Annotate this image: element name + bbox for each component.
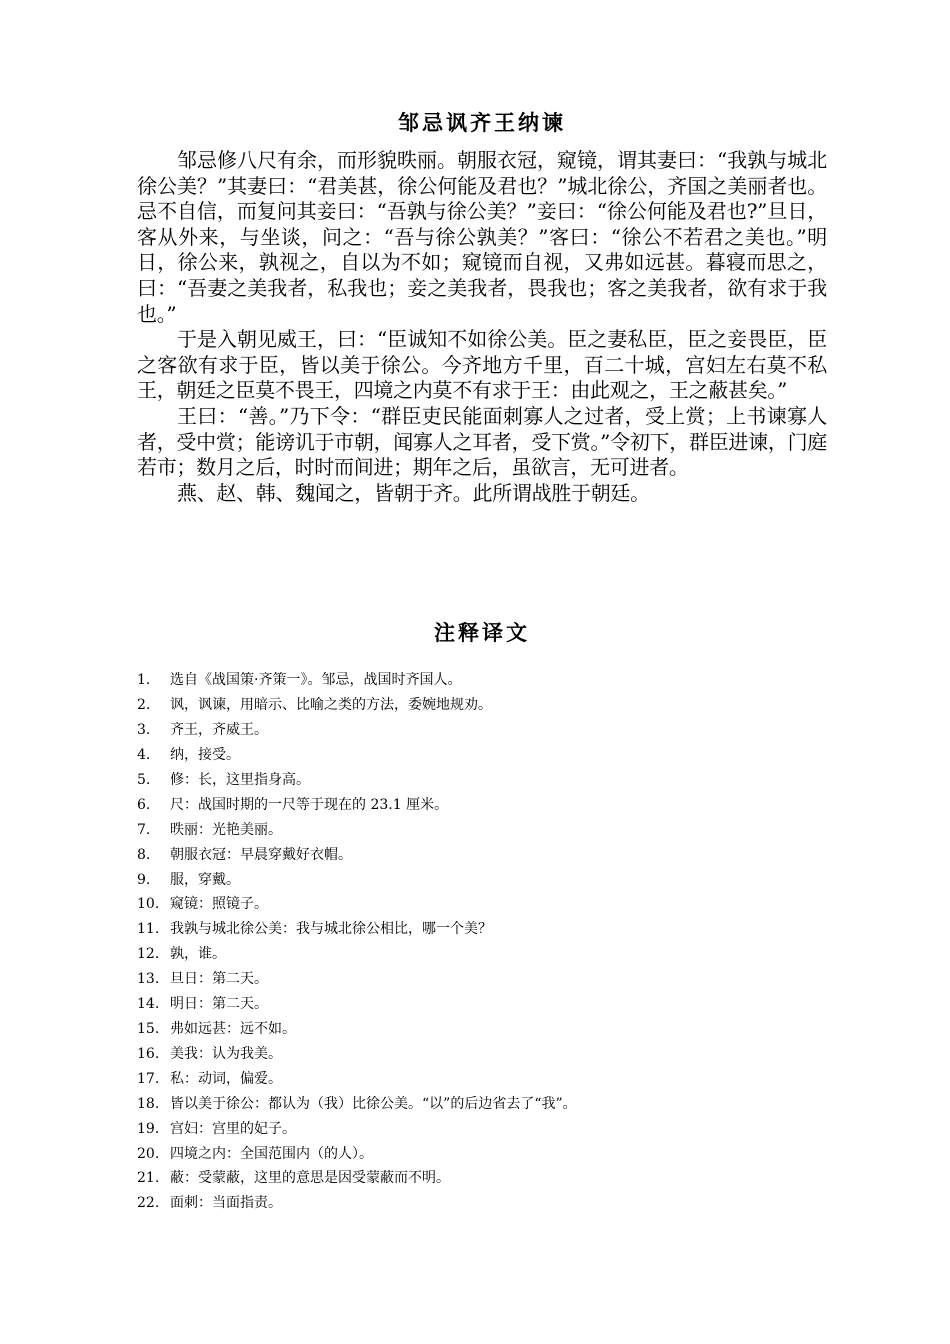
note-text: 朝服衣冠：早晨穿戴好衣帽。 <box>170 846 352 863</box>
note-number: 5. <box>137 771 151 788</box>
note-item <box>137 942 827 967</box>
note-text: 我孰与城北徐公美：我与城北徐公相比，哪一个美？ <box>170 921 492 938</box>
note-item <box>137 868 827 893</box>
note-item <box>137 1166 827 1191</box>
note-item <box>137 1017 827 1042</box>
notes-title: 注释译文 <box>434 621 530 646</box>
note-text: 弗如远甚：远不如。 <box>170 1021 296 1037</box>
note-item <box>137 743 827 768</box>
note-text: 选自《战国策·齐策一》。邹忌，战国时齐国人。 <box>170 672 462 689</box>
note-number: 6. <box>137 796 151 813</box>
note-text: 修：长，这里指身高。 <box>170 771 310 788</box>
note-number: 21. <box>137 1170 160 1187</box>
note-item <box>137 992 827 1017</box>
notes-list <box>137 668 827 1216</box>
note-item <box>137 1042 827 1067</box>
note-item <box>137 843 827 868</box>
note-item <box>137 718 827 743</box>
note-item <box>137 668 827 693</box>
note-item <box>137 768 827 793</box>
essay-paragraph-4: 燕、赵、韩、魏闻之，皆朝于齐。此所谓战胜于朝廷。 <box>177 480 650 505</box>
note-number: 20. <box>137 1145 160 1162</box>
note-item <box>137 1117 827 1142</box>
note-number: 14. <box>137 996 160 1013</box>
note-text: 皆以美于徐公：都认为（我）比徐公美。“以”的后边省去了“我”。 <box>170 1095 577 1112</box>
note-number: 17. <box>137 1070 160 1087</box>
essay-body <box>137 148 827 506</box>
note-number: 10. <box>137 896 160 913</box>
note-number: 18. <box>137 1095 160 1112</box>
note-text: 尺：战国时期的一尺等于现在的 23.1 厘米。 <box>170 796 449 813</box>
note-number: 15. <box>137 1021 160 1037</box>
note-number: 9. <box>137 871 151 888</box>
note-number: 8. <box>137 846 151 863</box>
note-text: 宫妇：宫里的妃子。 <box>170 1120 296 1137</box>
note-text: 美我：认为我美。 <box>170 1045 282 1062</box>
note-number: 22. <box>137 1195 160 1212</box>
note-text: 昳丽：光艳美丽。 <box>170 821 282 838</box>
note-item <box>137 917 827 942</box>
note-number: 2. <box>137 697 151 714</box>
note-item <box>137 1191 827 1216</box>
note-text: 面刺：当面指责。 <box>170 1195 282 1212</box>
note-number: 13. <box>137 971 160 988</box>
note-item <box>137 818 827 843</box>
note-item <box>137 1142 827 1167</box>
note-number: 4. <box>137 747 151 764</box>
note-number: 16. <box>137 1045 160 1062</box>
note-item <box>137 693 827 718</box>
note-item <box>137 1092 827 1117</box>
note-text: 窥镜：照镜子。 <box>170 896 268 913</box>
note-number: 7. <box>137 821 151 838</box>
note-text: 齐王，齐威王。 <box>170 722 268 739</box>
note-text: 私：动词，偏爱。 <box>170 1070 282 1087</box>
note-number: 3. <box>137 722 151 739</box>
note-text: 旦日：第二天。 <box>170 971 268 988</box>
essay-title: 邹忌讽齐王纳谏 <box>398 111 566 135</box>
note-item <box>137 892 827 917</box>
note-text: 纳，接受。 <box>170 747 240 764</box>
note-text: 讽，讽谏，用暗示、比喻之类的方法，委婉地规劝。 <box>170 697 492 714</box>
note-number: 12. <box>137 946 160 963</box>
essay-paragraph-2: 于是入朝见威王，曰：“臣诚知不如徐公美。臣之妻私臣，臣之妾畏臣，臣之客欲有求于臣，皆以美于徐公。今齐地方千里，百二十城，宫妇左右莫不私王，朝廷之臣莫不畏王，四境之内莫不有求于王：由此观之，王之蔽甚矣。” <box>137 327 827 403</box>
note-item <box>137 793 827 818</box>
note-number: 11. <box>137 921 160 938</box>
note-text: 四境之内：全国范围内（的人）。 <box>170 1145 373 1162</box>
note-text: 服，穿戴。 <box>170 871 240 888</box>
essay-paragraph-1: 邹忌修八尺有余，而形貌昳丽。朝服衣冠，窥镜，谓其妻曰：“我孰与城北徐公美？”其妻曰：“君美甚，徐公何能及君也？”城北徐公，齐国之美丽者也。忌不自信，而复问其妾曰：“吾孰与徐公美？”妾曰：“徐公何能及君也?”旦日，客从外来，与坐谈，问之：“吾与徐公孰美？”客曰：“徐公不若君之美也。”明日，徐公来，孰视之，自以为不如；窥镜而自视，又弗如远甚。暮寝而思之，曰：“吾妻之美我者，私我也；妾之美我者，畏我也；客之美我者，欲有求于我也。” <box>137 148 827 326</box>
note-item <box>137 1067 827 1092</box>
note-text: 明日：第二天。 <box>170 996 268 1013</box>
document-page <box>137 108 827 1216</box>
note-number: 1. <box>137 672 151 689</box>
note-text: 蔽：受蒙蔽，这里的意思是因受蒙蔽而不明。 <box>170 1170 450 1187</box>
note-number: 19. <box>137 1120 160 1137</box>
note-item <box>137 967 827 992</box>
essay-paragraph-3: 王曰：“善。”乃下令：“群臣吏民能面刺寡人之过者，受上赏；上书谏寡人者，受中赏；能谤讥于市朝，闻寡人之耳者，受下赏。”令初下，群臣进谏，门庭若市；数月之后，时时而间进；期年之后，虽欲言，无可进者。 <box>137 403 827 480</box>
note-text: 孰，谁。 <box>170 946 226 963</box>
